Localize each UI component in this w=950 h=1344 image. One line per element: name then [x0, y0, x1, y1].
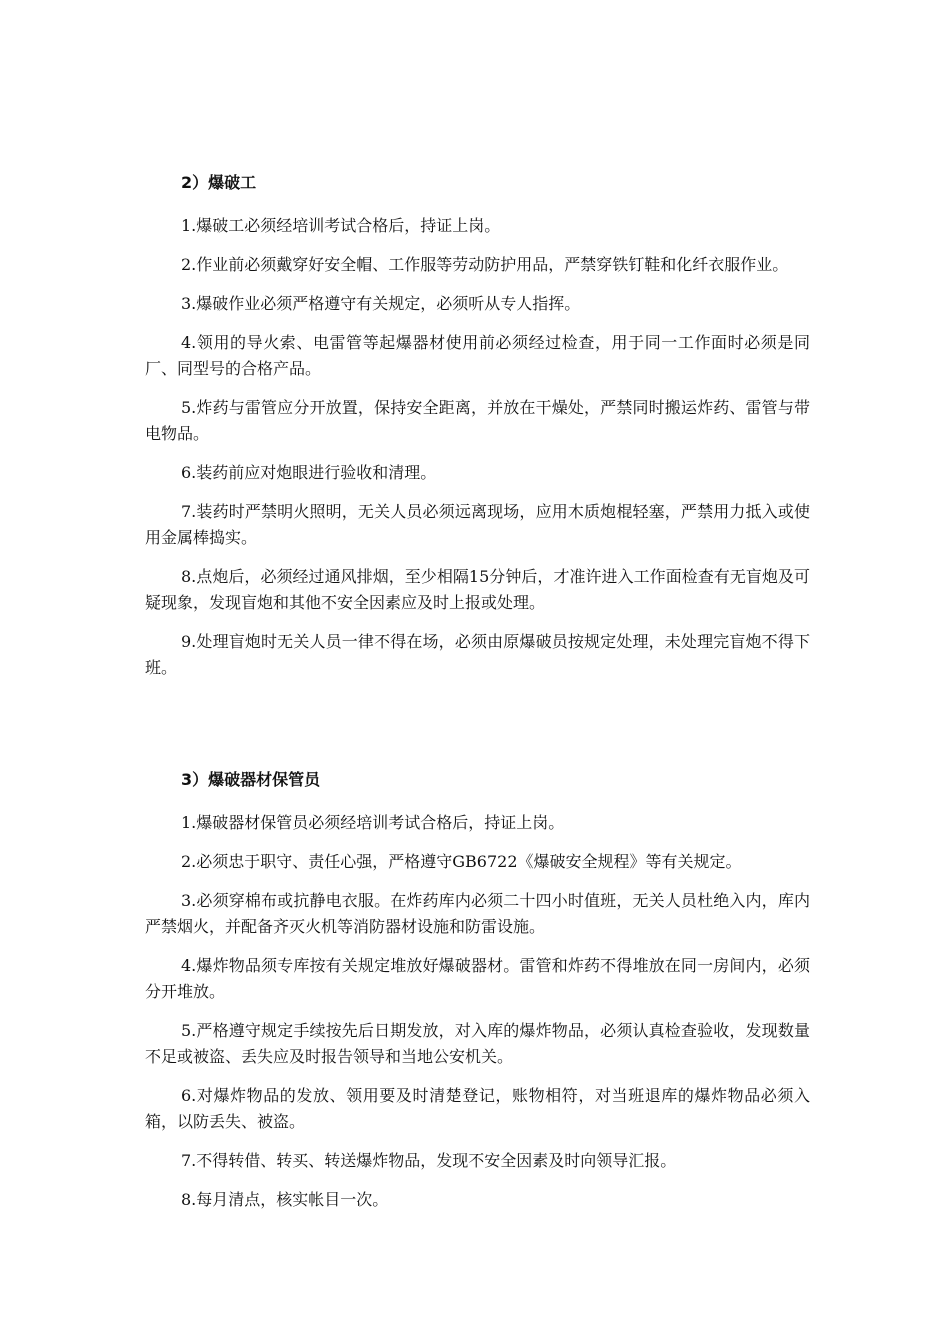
- section-materials-keeper: [145, 767, 810, 1226]
- rule-item: 5.炸药与雷管应分开放置，保持安全距离，并放在干燥处，严禁同时搬运炸药、雷管与带电物品。: [145, 398, 810, 443]
- rule-item: 7.不得转借、转买、转送爆炸物品，发现不安全因素及时向领导汇报。: [181, 1151, 677, 1170]
- rule-item: 8.点炮后，必须经过通风排烟，至少相隔15分钟后，才准许进入工作面检查有无盲炮及可疑现象，发现盲炮和其他不安全因素应及时上报或处理。: [145, 567, 810, 612]
- rule-item: 1.爆破器材保管员必须经培训考试合格后，持证上岗。: [181, 813, 565, 832]
- rule-item: 4.爆炸物品须专库按有关规定堆放好爆破器材。雷管和炸药不得堆放在同一房间内，必须分开堆放。: [145, 956, 810, 1001]
- rule-item: 7.装药时严禁明火照明，无关人员必须远离现场，应用木质炮棍轻塞，严禁用力抵入或使用金属棒捣实。: [145, 502, 810, 547]
- rule-item: 3.必须穿棉布或抗静电衣服。在炸药库内必须二十四小时值班，无关人员杜绝入内，库内严禁烟火，并配备齐灭火机等消防器材设施和防雷设施。: [145, 891, 810, 936]
- rule-item: 9.处理盲炮时无关人员一律不得在场，必须由原爆破员按规定处理，未处理完盲炮不得下班。: [145, 632, 810, 677]
- rule-item: 6.装药前应对炮眼进行验收和清理。: [181, 463, 437, 482]
- rule-item: 2.作业前必须戴穿好安全帽、工作服等劳动防护用品，严禁穿铁钉鞋和化纤衣服作业。: [181, 255, 789, 274]
- section-blaster: [145, 170, 810, 694]
- rule-item: 2.必须忠于职守、责任心强，严格遵守GB6722《爆破安全规程》等有关规定。: [181, 852, 742, 871]
- section-heading: 3）爆破器材保管员: [181, 770, 321, 789]
- section-heading: 2）爆破工: [181, 173, 257, 192]
- rule-item: 8.每月清点，核实帐目一次。: [181, 1190, 389, 1209]
- rule-item: 5.严格遵守规定手续按先后日期发放，对入库的爆炸物品，必须认真检查验收，发现数量不足或被盗、丢失应及时报告领导和当地公安机关。: [145, 1021, 810, 1066]
- rule-item: 6.对爆炸物品的发放、领用要及时清楚登记，账物相符，对当班退库的爆炸物品必须入箱，以防丢失、被盗。: [145, 1086, 810, 1131]
- rule-item: 4.领用的导火索、电雷管等起爆器材使用前必须经过检查，用于同一工作面时必须是同厂、同型号的合格产品。: [145, 333, 810, 378]
- rule-item: 3.爆破作业必须严格遵守有关规定，必须听从专人指挥。: [181, 294, 581, 313]
- rule-item: 1.爆破工必须经培训考试合格后，持证上岗。: [181, 216, 501, 235]
